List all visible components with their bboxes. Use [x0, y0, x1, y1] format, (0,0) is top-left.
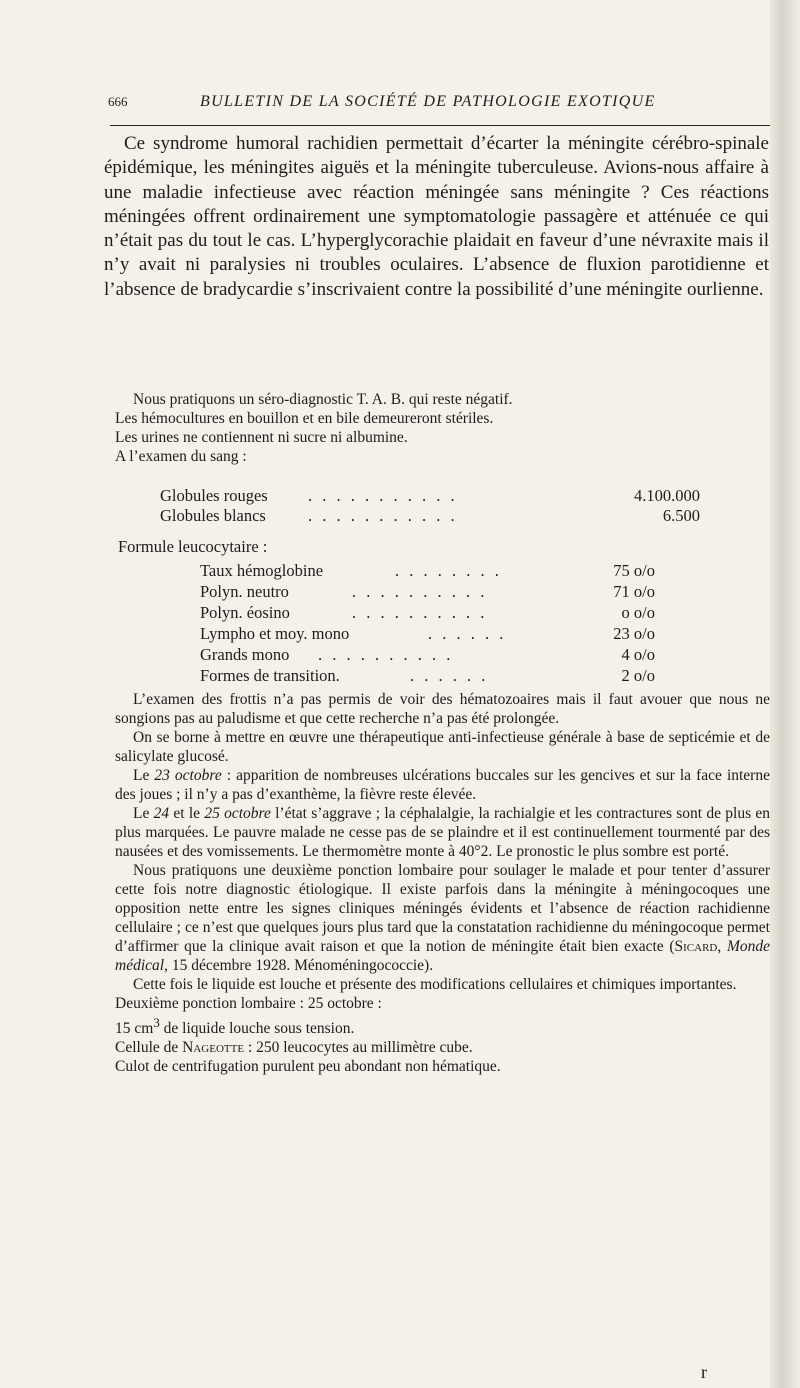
- paragraph-therapy: On se borne à mettre en œuvre une thérapeutique anti-infectieuse générale à base de septicémie et de salicylate glucosé.: [115, 729, 770, 765]
- formula-value: 4 o/o: [621, 645, 655, 664]
- blood-value: 6.500: [662, 506, 700, 525]
- formula-label: Lympho et moy. mono: [200, 624, 350, 643]
- formula-dots: . . . . . . . . . .: [318, 645, 454, 664]
- para24-rest: l’état s’aggrave ; la céphalalgie, la rachialgie et les contractures sont de plus en plus marquées. Le pauvre malade ne cesse pas de se plaindre et il est continuellement tourmenté par des nausées et des vomissements. Le thermomètre monte à 40°2. Le pronostic le plus sombre est porté.: [115, 805, 770, 860]
- formula-value: o o/o: [621, 603, 655, 622]
- blood-value: 4.100.000: [634, 486, 700, 505]
- line-urines: Les urines ne contiennent ni sucre ni albumine.: [115, 429, 408, 446]
- formula-dots: . . . . . . . . . .: [352, 582, 488, 601]
- narrative-block: [115, 690, 770, 1076]
- header-rule: [110, 125, 770, 126]
- ponction-author: Sicard: [674, 938, 718, 955]
- cm3-a: 15 cm: [115, 1020, 154, 1038]
- formula-label: Polyn. neutro: [200, 582, 289, 601]
- paragraph-ponction: [115, 861, 770, 975]
- formula-value: 23 o/o: [613, 624, 655, 643]
- page-number: 666: [108, 94, 128, 109]
- intro-section: [104, 132, 769, 302]
- para24-date-b: 25 octobre: [204, 805, 271, 822]
- paragraph-louche: Cette fois le liquide est louche et présente des modifications cellulaires et chimiques importantes.: [133, 976, 737, 993]
- formula-label: Taux hémoglobine: [200, 561, 324, 580]
- formula-dots: . . . . . . . . . .: [352, 603, 488, 622]
- formula-value: 71 o/o: [613, 582, 655, 601]
- para23-date: 23 octobre: [154, 767, 222, 784]
- para24-lead: Le: [133, 805, 154, 822]
- formula-dots: . . . . . .: [410, 666, 489, 685]
- line-culot: Culot de centrifugation purulent peu abondant non hématique.: [115, 1058, 501, 1076]
- line-serodiagnostic: Nous pratiquons un séro-diagnostic T. A. B. qui reste négatif.: [133, 391, 513, 408]
- para23-rest: : apparition de nombreuses ulcérations buccales sur les gencives et sur la face interne des joues ; il n’y a pas d’exanthème, la fièvre reste élevée.: [115, 767, 770, 803]
- book-spine-shadow: [770, 0, 800, 1388]
- blood-label: Globules rouges: [160, 486, 268, 505]
- cellule-a: Cellule de: [115, 1039, 183, 1057]
- para23-lead: Le: [133, 767, 155, 784]
- blood-label: Globules blancs: [160, 506, 266, 525]
- journal-title: BULLETIN DE LA SOCIÉTÉ DE PATHOLOGIE EXOTIQUE: [200, 93, 656, 110]
- formula-label: Polyn. éosino: [200, 603, 290, 622]
- bottom-mark: r: [701, 1362, 707, 1382]
- paragraph-frottis: L’examen des frottis n’a pas permis de voir des hématozoaires mais il faut avouer que nous ne songions pas au paludisme et que cette recherche n’a pas été prolongée.: [115, 691, 770, 727]
- ponction-sep: ,: [717, 938, 727, 955]
- line-hemocultures: Les hémocultures en bouillon et en bile demeureront stériles.: [115, 410, 494, 427]
- cellule-b: : 250 leucocytes au millimètre cube.: [244, 1039, 473, 1057]
- para24-date-a: 24: [153, 805, 170, 822]
- para24-mid: et le: [169, 805, 205, 822]
- line-cellule: [115, 1038, 770, 1057]
- line-cm3: [115, 1013, 770, 1038]
- ponction-tail: , 15 décembre 1928. Ménoméningococcie).: [164, 957, 434, 974]
- formula-dots: . . . . . . . .: [395, 561, 502, 580]
- paragraph-24-october: [115, 804, 770, 861]
- cm3-b: de liquide louche sous tension.: [159, 1020, 355, 1038]
- ponction-source: Monde médical: [115, 938, 770, 974]
- formula-label: Grands mono: [200, 645, 290, 664]
- ponction-text: Nous pratiquons une deuxième ponction lombaire pour soulager le malade et pour tenter d’assurer cette fois notre diagnostic étiologique. Il existe parfois dans la méningite à méningocoques une opposition nette entre les signes cliniques méningés évidents et l’absence de réaction rachidienne cellulaire ; ce n’est que quelques jours plus tard que la constatation rachidienne du méningocoque permet d’affirmer que la clinique avait raison et que la notion de méningite était bien exacte (: [115, 862, 770, 955]
- line-ponction-2: Deuxième ponction lombaire : 25 octobre :: [115, 995, 382, 1012]
- formula-dots: . . . . . .: [428, 624, 507, 643]
- blood-dots: . . . . . . . . . . .: [308, 506, 458, 525]
- cellule-name: Nageotte: [182, 1039, 245, 1057]
- formula-heading: Formule leucocytaire :: [118, 537, 268, 556]
- line-examen-sang: A l’examen du sang :: [115, 448, 247, 465]
- intro-paragraph: Ce syndrome humoral rachidien permettait d’écarter la méningite cérébro-spinale épidémique, les méningites aiguës et la méningite tuberculeuse. Avions-nous affaire à une maladie infectieuse avec réaction méningée sans méningite ? Ces réactions méningées offrent ordinairement une symptomatologie passagère et atténuée ce qui n’était pas du tout le cas. L’hyperglycorachie plaidait en faveur d’une névraxite mais il n’y avait ni paralysies ni troubles oculaires. L’absence de fluxion parotidienne et l’absence de bradycardie s’inscrivaient contre la possibilité d’une méningite ourlienne.: [104, 133, 769, 300]
- formula-value: 75 o/o: [613, 561, 655, 580]
- cm3-sup: 3: [153, 1015, 160, 1030]
- blood-dots: . . . . . . . . . . .: [308, 486, 458, 505]
- formula-label: Formes de transition.: [200, 666, 340, 685]
- formula-value: 2 o/o: [621, 666, 655, 685]
- tests-block: [115, 390, 770, 466]
- paragraph-23-october: [115, 766, 770, 804]
